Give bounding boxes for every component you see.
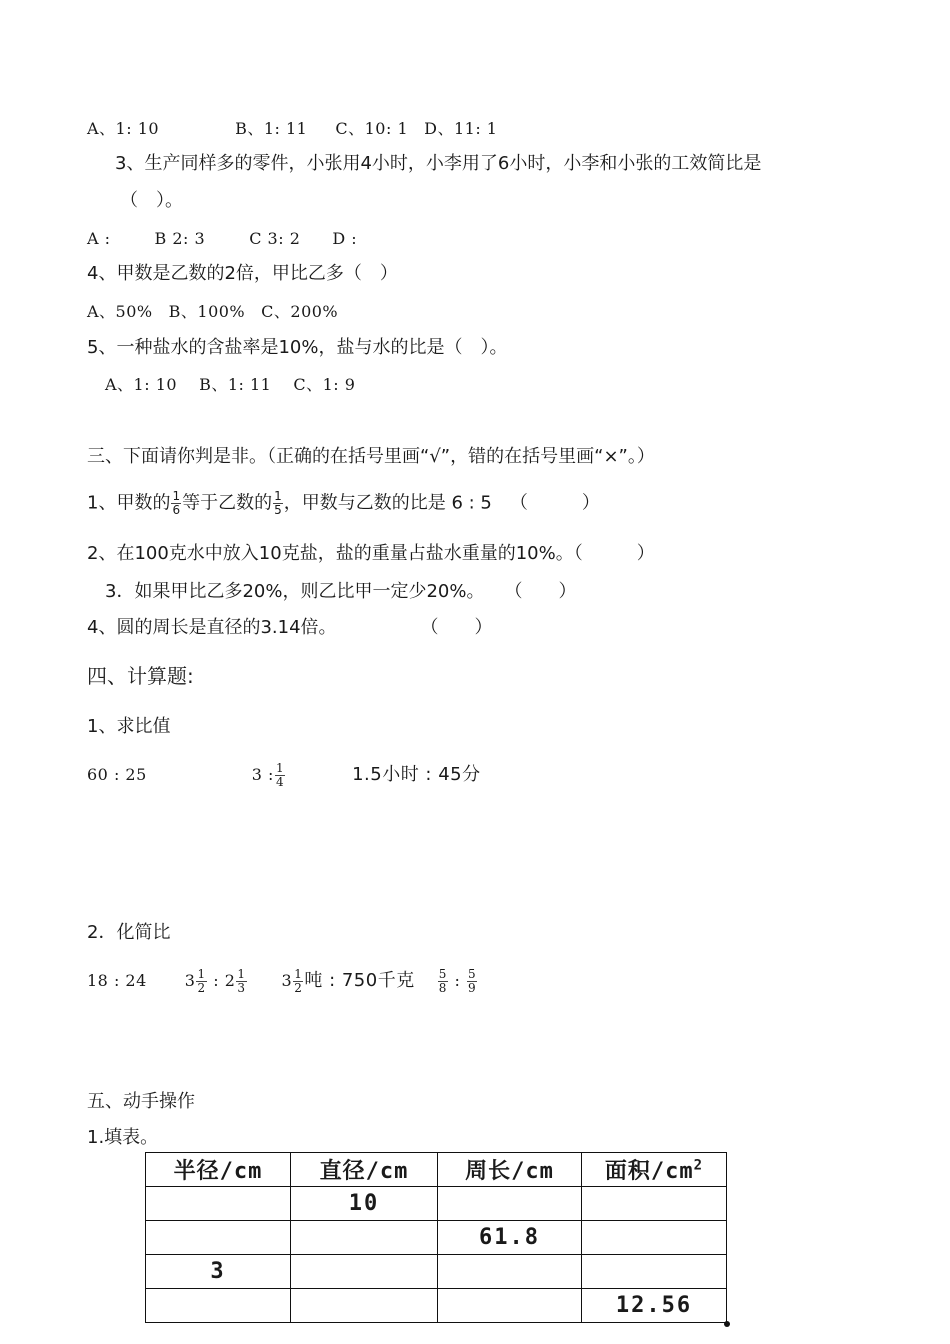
table-cell[interactable] [291, 1289, 438, 1323]
table-row [146, 1255, 727, 1289]
q4-options [87, 301, 338, 323]
table-cell: 61.8 [438, 1221, 582, 1255]
q4-stem: 4、甲数是乙数的2倍，甲比乙多（ ） [87, 263, 398, 284]
fill-table-instruction: 1.填表。 [87, 1127, 159, 1148]
section3-title: 三、下面请你判是非。（正确的在括号里画“√”，错的在括号里画“×”。） [87, 446, 655, 467]
table-cell[interactable] [582, 1221, 727, 1255]
section5-title: 五、动手操作 [87, 1091, 195, 1112]
table-cell[interactable] [291, 1221, 438, 1255]
table-cell: 12.56 [582, 1289, 727, 1323]
judge-2: 2、在100克水中放入10克盐，盐的重量占盐水重量的10%。（ ） [87, 543, 655, 564]
header-circumference: 周长/cm [438, 1153, 582, 1187]
judge-3: 3．如果甲比乙多20%，则乙比甲一定少20%。 （ ） [105, 581, 577, 602]
q3-option-b: B 2: 3 [154, 229, 206, 248]
table-cell[interactable] [146, 1289, 291, 1323]
table-cell[interactable] [291, 1255, 438, 1289]
header-area: 面积$/cm^2$ [582, 1153, 727, 1187]
judge-4: 4、圆的周长是直径的3.14倍。 （ ） [87, 617, 493, 638]
table-cell[interactable] [146, 1187, 291, 1221]
table-corner-dot [724, 1321, 730, 1327]
table-cell[interactable] [438, 1255, 582, 1289]
q3-stem: 3、生产同样多的零件，小张用4小时，小李用了6小时，小李和小张的工效简比是 [115, 153, 762, 174]
judge-1-bracket[interactable]: （ ） [509, 492, 600, 514]
table-cell[interactable] [438, 1187, 582, 1221]
q4-option-c: C、200% [261, 302, 339, 321]
q2-option-d: D、11: 1 [424, 119, 498, 138]
q2-option-a: A、1: 10 [87, 119, 160, 138]
fraction-one-fifth: $\frac{1}{5}$ [274, 489, 282, 517]
table-cell[interactable] [146, 1221, 291, 1255]
q3-blank: （ ）。 [120, 190, 183, 211]
subsection-ratio-value: 1、求比值 [87, 716, 171, 737]
judge-1: 1、甲数的 $\frac{1}{6}$ 等于乙数的 $\frac{1}{5}$ ，甲数与乙数的比是 6 : 5 （ ） [87, 489, 600, 517]
mixed-3-1-2-ton: 3 $\frac{1}{2}$ [281, 967, 303, 995]
expr-18-24: 18 : 24 [87, 971, 147, 990]
circle-table [145, 1152, 727, 1323]
section4-title: 四、计算题: [87, 664, 194, 688]
q3-option-a: A : [87, 229, 111, 248]
expr-60-25: 60 : 25 [87, 765, 147, 784]
q2-options [87, 118, 497, 140]
table-cell[interactable] [582, 1255, 727, 1289]
q3-option-d: D : [332, 229, 358, 248]
q5-stem: 5、一种盐水的含盐率是10%，盐与水的比是（ ）。 [87, 337, 508, 358]
fraction-one-sixth: $\frac{1}{6}$ [172, 489, 181, 517]
table-cell: 10 [291, 1187, 438, 1221]
q3-options [87, 228, 357, 250]
mixed-3-1-2: 3 $\frac{1}{2}$ [184, 967, 206, 995]
table-header-row [146, 1153, 727, 1187]
fraction-one-quarter: $\frac{1}{4}$ [275, 761, 285, 789]
q2-option-c: C、10: 1 [335, 119, 409, 138]
header-diameter: 直径/cm [291, 1153, 438, 1187]
judge-4-bracket[interactable]: （ ） [420, 617, 493, 638]
header-radius: 半径/cm [146, 1153, 291, 1187]
q5-option-a: A、1: 10 [105, 375, 178, 394]
ratio-value-expressions: 60 : 25 3 : $\frac{1}{4}$ 1.5小时 : 45分 [87, 761, 481, 789]
expr-hours-minutes: 1.5小时 : 45分 [352, 764, 481, 785]
q4-option-a: A、50% [87, 302, 153, 321]
table-row [146, 1289, 727, 1323]
fraction-five-ninths: $\frac{5}{9}$ [467, 967, 477, 995]
table-row [146, 1221, 727, 1255]
q3-option-c: C 3: 2 [249, 229, 301, 248]
table-cell[interactable] [582, 1187, 727, 1221]
subsection-simplify-ratio: 2．化简比 [87, 922, 171, 943]
table-cell[interactable] [438, 1289, 582, 1323]
fraction-five-eighths: $\frac{5}{8}$ [438, 967, 447, 995]
table-row [146, 1187, 727, 1221]
q5-option-c: C、1: 9 [293, 375, 356, 394]
q4-option-b: B、100% [168, 302, 246, 321]
simplify-expressions: 18 : 24 3 $\frac{1}{2}$ : 2 $\frac{1}{3}$ 3 $\frac{1}{2}$ 吨 : 750千克 $\frac{5}{8}$ : $\frac{5}{9}$ [87, 967, 477, 995]
q5-options [105, 374, 355, 396]
mixed-2-1-3: 2 $\frac{1}{3}$ [224, 967, 246, 995]
judge-2-bracket[interactable]: （ ） [573, 543, 655, 564]
judge-3-bracket[interactable]: （ ） [504, 581, 577, 602]
q2-option-b: B、1: 11 [235, 119, 308, 138]
q5-option-b: B、1: 11 [199, 375, 272, 394]
table-cell: 3 [146, 1255, 291, 1289]
